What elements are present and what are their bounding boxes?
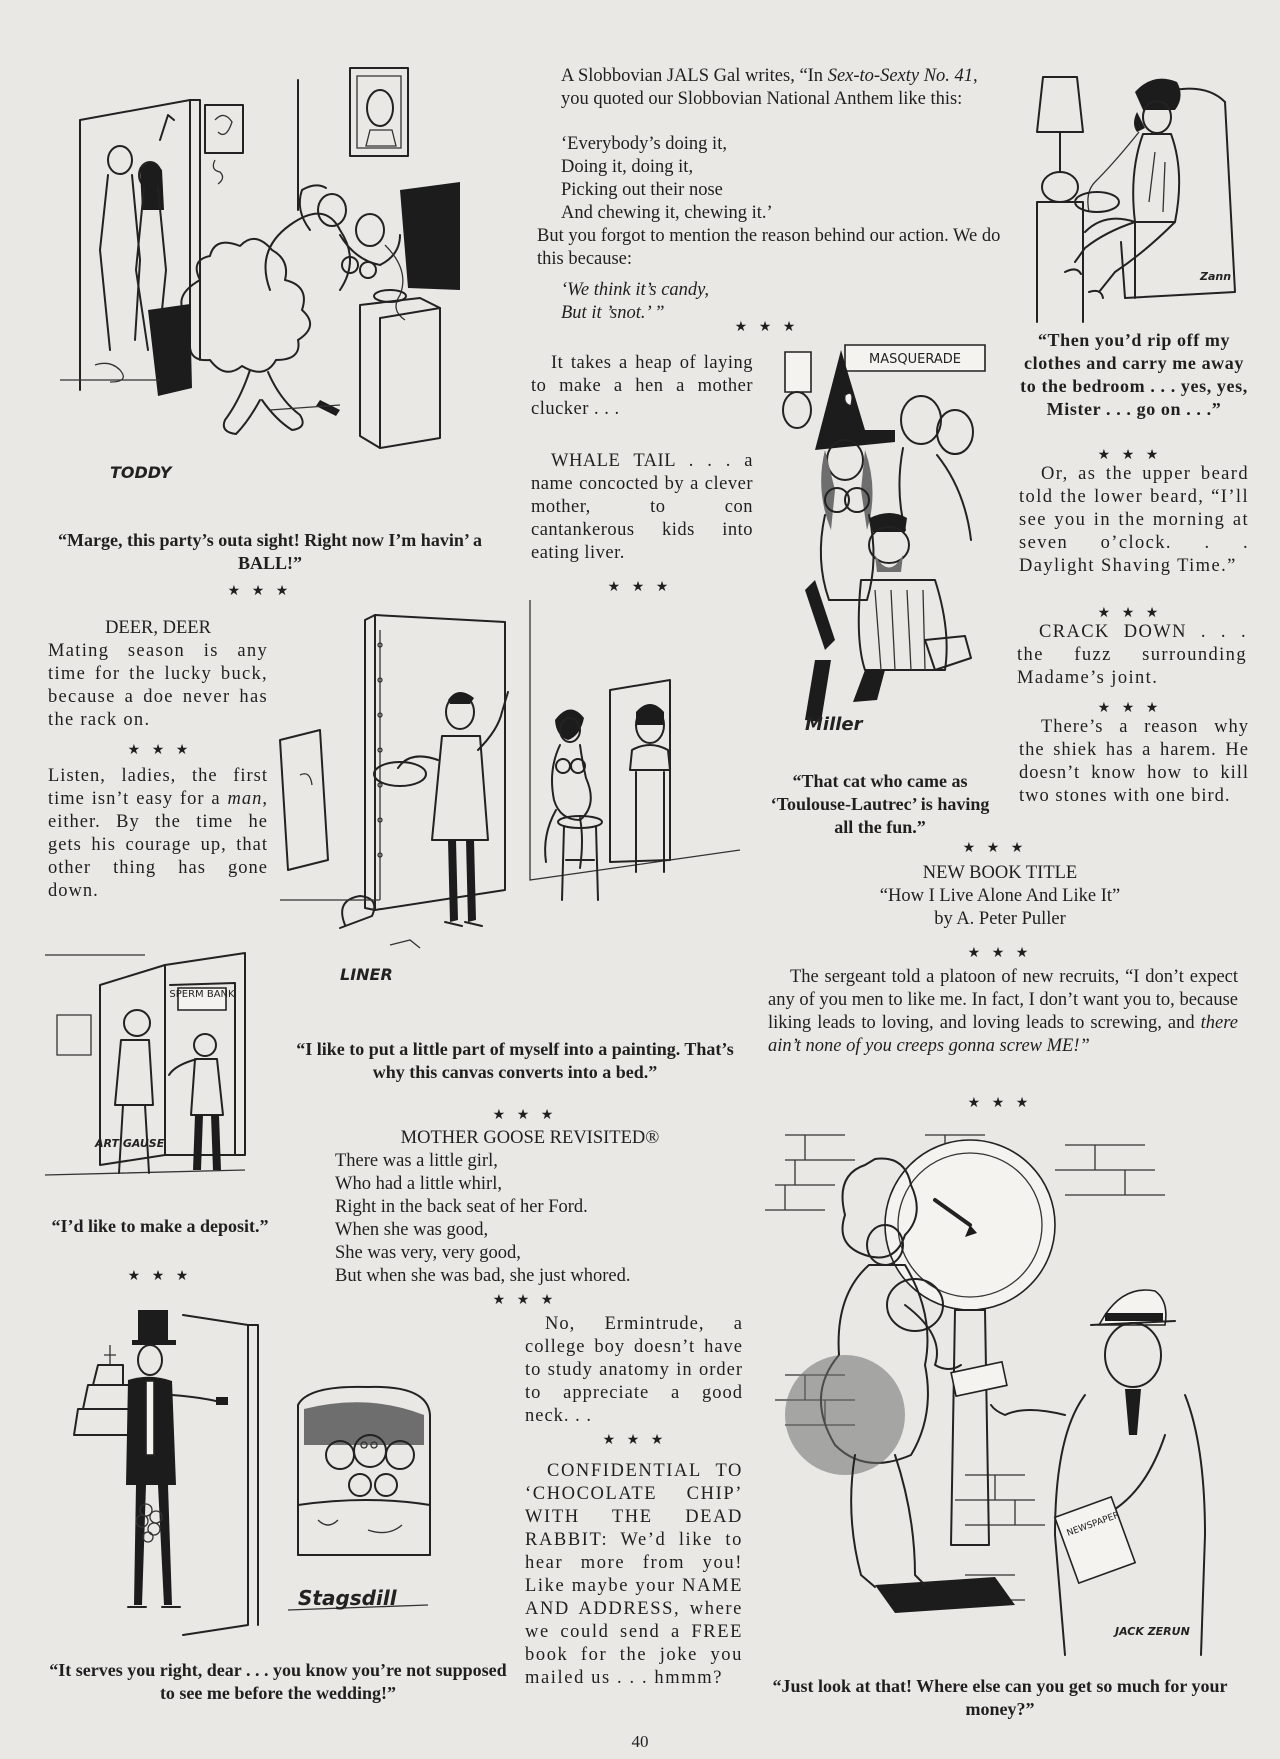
separator-stars: ★ ★ ★ xyxy=(967,1096,1033,1111)
cartoon-signature: Miller xyxy=(805,714,863,735)
separator-stars: ★ ★ ★ xyxy=(492,1108,558,1123)
separator-stars: ★ ★ ★ xyxy=(734,320,800,335)
separator-stars: ★ ★ ★ xyxy=(1097,448,1163,463)
cartoon-party-ball xyxy=(40,60,510,500)
separator-stars: ★ ★ ★ xyxy=(607,580,673,595)
separator-stars: ★ ★ ★ xyxy=(1097,701,1163,716)
cartoon-wedding xyxy=(68,1305,508,1645)
cartoon-masquerade xyxy=(775,340,995,760)
anthem-line: Doing it, doing it, xyxy=(561,157,694,177)
cartoon-caption: “Then you’d rip off my clothes and carry me away to the bedroom . . . yes, yes, Mister . . . go on . . .” xyxy=(1020,330,1248,419)
cartoon-caption: “It serves you right, dear . . . you know you’re not supposed to see me before the wedding!” xyxy=(49,1660,507,1703)
deer-paragraph: Mating season is any time for the lucky buck, because a doe never has the rack on. xyxy=(48,641,268,730)
separator-stars: ★ ★ ★ xyxy=(967,946,1033,961)
poem-line: There was a little girl, xyxy=(335,1151,498,1171)
cartoon-caption: “Marge, this party’s outa sight! Right now I’m havin’ a BALL!” xyxy=(57,530,482,573)
page-number: 40 xyxy=(631,1732,649,1751)
separator-stars: ★ ★ ★ xyxy=(492,1293,558,1308)
cartoon-caption: “That cat who came as ‘Toulouse-Lautrec’ is having all the fun.” xyxy=(770,771,990,837)
poem-line: Right in the back seat of her Ford. xyxy=(335,1197,588,1217)
beard-paragraph: Or, as the upper beard told the lower beard, “I’ll see you in the morning at seven o’clock. . . Daylight Shaving Time.” xyxy=(1019,464,1249,576)
cartoon-signature: JACK ZERUN xyxy=(1115,1625,1190,1638)
hen-paragraph: It takes a heap of laying to make a hen a mother clucker . . . xyxy=(531,353,753,419)
whale-tail-paragraph: WHALE TAIL . . . a name concocted by a clever mother, to con cantankerous kids into eating liver. xyxy=(531,451,753,563)
cartoon-signature: LINER xyxy=(340,965,393,984)
cartoon-phone-lady xyxy=(1025,62,1250,322)
separator-stars: ★ ★ ★ xyxy=(127,1269,193,1284)
ermintrude-paragraph: No, Ermintrude, a college boy doesn’t have to study anatomy in order to appreciate a good neck. . . xyxy=(525,1314,743,1426)
cartoon-signature: TODDY xyxy=(110,463,172,482)
confidential-paragraph: CONFIDENTIAL TO ‘CHOCOLATE CHIP’ WITH THE DEAD RABBIT: We’d like to hear more from you! Like maybe your NAME AND ADDRESS, where we could send a FREE book for the joke you mailed us . . . hmmm? xyxy=(525,1461,743,1688)
sergeant-paragraph: The sergeant told a platoon of new recruits, “I don’t expect any of you men to like me. In fact, I don’t want you to, because liking leads to loving, and loving leads to screwing, and there ain’t none of you creeps gonna screw ME!” xyxy=(768,967,1238,1056)
anthem-line: ‘Everybody’s doing it, xyxy=(561,134,727,154)
cartoon-caption: “Just look at that! Where else can you get so much for your money?” xyxy=(772,1676,1228,1719)
separator-stars: ★ ★ ★ xyxy=(1097,606,1163,621)
cartoon-caption: “I like to put a little part of myself into a painting. That’s why this canvas converts into a bed.” xyxy=(296,1039,734,1082)
candy-line: But it ’snot.’ ” xyxy=(561,303,665,323)
mother-goose-heading: MOTHER GOOSE REVISITED® xyxy=(400,1128,660,1148)
deer-heading: DEER, DEER xyxy=(105,618,211,638)
cartoon-caption: “I’d like to make a deposit.” xyxy=(51,1216,269,1236)
poem-line: She was very, very good, xyxy=(335,1243,521,1263)
sperm-bank-sign: SPERM BANK xyxy=(169,989,235,1000)
anthem-line: And chewing it, chewing it.’ xyxy=(561,203,773,223)
cartoon-weight-scale xyxy=(765,1115,1225,1655)
masquerade-sign: MASQUERADE xyxy=(869,352,961,367)
crack-down-paragraph: CRACK DOWN . . . the fuzz surrounding Madame’s joint. xyxy=(1017,622,1247,688)
cartoon-signature: Stagsdill xyxy=(298,1586,397,1610)
slobbovian-paragraph: A Slobbovian JALS Gal writes, “In Sex-to-Sexty No. 41, you quoted our Slobbovian National Anthem like this: xyxy=(561,66,978,109)
cartoon-signature: Zann xyxy=(1200,270,1232,283)
mother-goose-poem xyxy=(335,1150,735,1288)
ladies-paragraph: Listen, ladies, the first time isn’t easy for a man, either. By the time he gets his courage up, that other thing has gone down. xyxy=(48,766,269,901)
anthem-line: Picking out their nose xyxy=(561,180,723,200)
new-book-title: “How I Live Alone And Like It” xyxy=(879,886,1121,906)
cartoon-signature: ART GAUSE xyxy=(95,1137,165,1150)
cartoon-painter-canvas xyxy=(280,600,750,1020)
poem-line: But when she was bad, she just whored. xyxy=(335,1266,631,1286)
separator-stars: ★ ★ ★ xyxy=(602,1433,668,1448)
poem-line: When she was good, xyxy=(335,1220,489,1240)
poem-line: Who had a little whirl, xyxy=(335,1174,502,1194)
slobbovian-anthem xyxy=(537,133,1007,225)
shiek-paragraph: There’s a reason why the shiek has a harem. He doesn’t know how to kill two stones with one bird. xyxy=(1019,717,1249,806)
new-book-author: by A. Peter Puller xyxy=(934,909,1066,929)
newspaper-masthead: NEWSPAPER xyxy=(1065,1510,1122,1539)
candy-line: ‘We think it’s candy, xyxy=(561,280,709,300)
separator-stars: ★ ★ ★ xyxy=(227,584,293,599)
separator-stars: ★ ★ ★ xyxy=(962,841,1028,856)
new-book-heading: NEW BOOK TITLE xyxy=(922,863,1078,883)
cartoon-sperm-bank xyxy=(45,925,275,1195)
slobbovian-reason: But you forgot to mention the reason behind our action. We do this because: xyxy=(537,226,1001,269)
separator-stars: ★ ★ ★ xyxy=(127,743,193,758)
